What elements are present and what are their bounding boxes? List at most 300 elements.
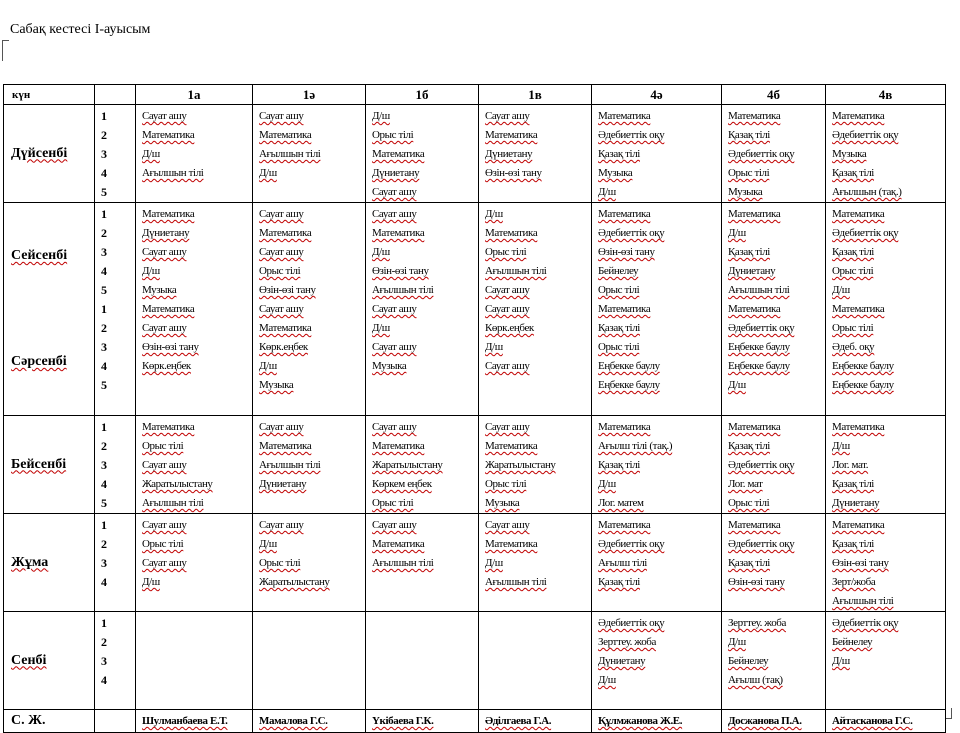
subject: Жаратылыстану [372,459,443,471]
subject: Ағылшын тілі [142,497,204,509]
subject: Д/ш [142,576,160,588]
subject [372,573,478,592]
subject: Математика [372,227,425,239]
class-cell [253,416,366,514]
subject: Ағылшын тілі [259,148,321,160]
subject: Өзін-өзі тану [832,557,889,569]
subject: Математика [728,519,781,531]
subject: Д/ш [485,341,503,353]
subject: Сауат ашу [372,186,417,198]
day-name: Сенбі [11,652,47,668]
class-cell [722,105,826,203]
lesson-number: 3 [101,556,107,570]
subject: Сауат ашу [142,459,187,471]
subject [598,690,721,709]
subject: Математика [142,421,195,433]
subject: Әдебиеттік оқу [728,148,795,160]
subject: Д/ш [598,478,616,490]
subject: Дүниетану [142,227,190,239]
margin-mark-top-left [2,40,9,61]
subject: Сауат ашу [259,421,304,433]
subject [142,376,252,395]
class-cell [826,203,946,416]
lesson-number: 2 [101,128,107,142]
subject [485,652,591,671]
subject: Д/ш [832,440,850,452]
subject: Д/ш [372,246,390,258]
subject: Математика [142,303,195,315]
teacher-name [366,710,479,733]
lesson-number: 5 [101,496,107,510]
subject: Сауат ашу [485,421,530,433]
subject: Еңбекке баулу [598,360,660,372]
class-header: 1в [479,85,592,105]
class-cell [136,514,253,612]
subject: Орыс тілі [728,167,770,179]
teacher-name [253,710,366,733]
subject: Еңбекке баулу [832,379,894,391]
subject [259,183,365,202]
subject: Д/ш [372,322,390,334]
subject: Өзін-өзі тану [142,341,199,353]
subject: Ағылшын тілі [142,167,204,179]
subject: Д/ш [485,208,503,220]
class-header: 4б [722,85,826,105]
footer-label-text: С. Ж. [11,713,46,728]
class-header: 4ә [592,85,722,105]
subject: Сауат ашу [485,360,530,372]
day-name: Сейсенбі [11,248,68,263]
subject [372,671,478,690]
subject: Сауат ашу [259,208,304,220]
class-cell [136,203,253,416]
day-row [4,105,946,203]
lesson-number: 2 [101,537,107,551]
subject [485,592,591,611]
teacher-name [136,710,253,733]
subject: Музыка [485,497,520,509]
day-name: Дүйсенбі [11,145,68,161]
subject [372,633,478,652]
subject: Ағылш тілі (тақ.) [598,440,673,452]
subject: Математика [142,208,195,220]
subject: Д/ш [142,148,160,160]
day-name-cell [4,203,95,416]
subject: Математика [142,129,195,141]
subject: Ағылшын тілі [728,284,790,296]
subject: Орыс тілі [832,265,874,277]
lesson-number: 5 [101,185,107,199]
header-row [4,85,946,105]
subject: Қазақ тілі [598,459,640,471]
subject: Орыс тілі [832,322,874,334]
subject: Математика [598,110,651,122]
subject [598,592,721,611]
subject: Ағылшын (тақ.) [832,186,902,198]
subject: Көркем еңбек [372,478,432,490]
class-cell [253,514,366,612]
subject: Әдебиеттік оқу [832,129,899,141]
subject: Әдебиеттік оқу [728,538,795,550]
subject: Көрк.еңбек [485,322,534,334]
number-column-header [95,85,136,105]
subject: Математика [832,421,885,433]
subject: Сауат ашу [485,519,530,531]
subject: Математика [485,538,538,550]
subject: Әдебиеттік оқу [728,322,795,334]
subject: Әдебиеттік оқу [832,227,899,239]
subject: Музыка [259,379,294,391]
lesson-number: 2 [101,321,107,335]
subject [142,652,252,671]
subject: Д/ш [259,167,277,179]
footer-empty-cell [95,710,136,733]
subject [485,376,591,395]
subject: Орыс тілі [142,538,184,550]
class-cell [253,612,366,710]
subject: Д/ш [372,110,390,122]
lesson-number: 4 [101,166,107,180]
subject: Математика [728,110,781,122]
subject [728,690,825,709]
subject: Орыс тілі [372,129,414,141]
lesson-number: 4 [101,264,107,278]
subject [372,592,478,611]
class-cell [253,203,366,416]
class-cell [479,203,592,416]
class-cell [136,105,253,203]
subject: Ағылш тілі [598,557,647,569]
subject [485,690,591,709]
class-cell [136,612,253,710]
subject: Математика [259,227,312,239]
subject: Сауат ашу [259,519,304,531]
subject: Орыс тілі [485,478,527,490]
teacher-name [826,710,946,733]
lesson-number: 1 [101,616,107,630]
subject: Өзін-өзі тану [259,284,316,296]
teacher-name [722,710,826,733]
subject: Д/ш [142,265,160,277]
margin-mark-bottom-right [945,708,952,719]
subject: Қазақ тілі [832,538,874,550]
subject: Сауат ашу [372,341,417,353]
subject: Математика [259,440,312,452]
subject: Әдебиеттік оқу [598,227,665,239]
subject: Д/ш [598,674,616,686]
subject: Сауат ашу [142,110,187,122]
class-header: 1б [366,85,479,105]
subject [832,690,945,709]
subject: Музыка [598,167,633,179]
lesson-number: 5 [101,378,107,392]
lesson-number: 3 [101,147,107,161]
subject [259,494,365,513]
subject: Қазақ тілі [832,167,874,179]
lesson-number: 2 [101,226,107,240]
teacher-name-text: Әділгаева Г.А. [485,715,552,727]
teacher-name-text: Үкібаева Г.К. [372,715,434,727]
subject: Математика [372,440,425,452]
subject: Дүниетану [259,478,307,490]
subject: Сауат ашу [142,246,187,258]
subject [142,671,252,690]
class-cell [592,612,722,710]
subject: Музыка [832,148,867,160]
class-cell [366,105,479,203]
subject: Орыс тілі [259,265,301,277]
subject: Сауат ашу [259,246,304,258]
day-name: Сәрсенбі [11,354,67,369]
subject [142,633,252,652]
page-title: Сабақ кестесі І-ауысым [10,22,151,37]
subject: Д/ш [259,538,277,550]
subject: Сауат ашу [372,421,417,433]
day-row [4,203,946,416]
footer-row [4,710,946,733]
subject: Математика [728,421,781,433]
subject: Музыка [142,284,177,296]
teacher-name [479,710,592,733]
day-name-cell [4,514,95,612]
subject: Ағылшын тілі [485,576,547,588]
subject: Математика [259,322,312,334]
subject: Ағылшын тілі [372,284,434,296]
subject: Д/ш [728,636,746,648]
teacher-name [592,710,722,733]
subject: Өзін-өзі тану [372,265,429,277]
subject: Бейнелеу [598,265,639,277]
class-cell [366,203,479,416]
subject: Өзін-өзі тану [598,246,655,258]
subject: Математика [485,129,538,141]
subject: Орыс тілі [485,246,527,258]
lesson-numbers [95,105,136,203]
class-cell [136,416,253,514]
class-cell [592,203,722,416]
subject: Әдебиеттік оқу [598,617,665,629]
subject: Ағылшын тілі [372,557,434,569]
subject: Сауат ашу [372,208,417,220]
subject [372,690,478,709]
subject: Көрк.еңбек [259,341,308,353]
subject: Зерт/жоба [832,576,876,588]
subject [372,614,478,633]
subject: Бейнелеу [728,655,769,667]
subject: Математика [259,129,312,141]
subject: Сауат ашу [485,303,530,315]
subject: Лог. матем [598,497,644,509]
subject: Сауат ашу [259,110,304,122]
subject: Жаратылыстану [142,478,213,490]
class-cell [826,514,946,612]
subject: Ағылшын тілі [259,459,321,471]
subject: Қазақ тілі [832,478,874,490]
day-row [4,416,946,514]
subject: Д/ш [728,379,746,391]
subject [832,671,945,690]
day-name: Бейсенбі [11,456,67,472]
subject: Математика [598,421,651,433]
subject [259,690,365,709]
lesson-number: 4 [101,359,107,373]
lesson-number: 4 [101,477,107,491]
day-name-cell [4,612,95,710]
class-cell [479,105,592,203]
subject: Зерттеу. жоба [728,617,786,629]
subject: Д/ш [832,284,850,296]
class-cell [479,612,592,710]
teacher-name-text: Досжанова П.А. [728,715,802,727]
subject: Лог. мат [728,478,763,490]
subject: Әдебиеттік оқу [598,129,665,141]
lesson-numbers [95,416,136,514]
subject: Еңбекке баулу [728,341,790,353]
lesson-number: 1 [101,518,107,532]
lesson-numbers [95,612,136,710]
class-cell [722,612,826,710]
subject: Математика [832,519,885,531]
class-cell [479,514,592,612]
subject: Математика [372,148,425,160]
class-cell [826,612,946,710]
subject [259,671,365,690]
lesson-number: 1 [101,109,107,123]
subject: Сауат ашу [372,519,417,531]
subject: Еңбекке баулу [832,360,894,372]
subject: Әдеб. оқу [832,341,875,353]
teacher-name-text: Шулманбаева Е.Т. [142,715,228,727]
day-row [4,612,946,710]
subject: Дүниетану [832,497,880,509]
lesson-number: 2 [101,635,107,649]
teacher-name-text: Мамалова Г.С. [259,715,328,727]
subject: Сауат ашу [142,519,187,531]
subject [259,614,365,633]
subject: Музыка [728,186,763,198]
subject: Ағылшын тілі [832,595,894,607]
lesson-number: 3 [101,458,107,472]
lesson-number: 5 [101,283,107,297]
subject: Ағылшын тілі [485,265,547,277]
subject: Қазақ тілі [832,246,874,258]
subject: Қазақ тілі [728,440,770,452]
class-cell [722,203,826,416]
lesson-number: 3 [101,654,107,668]
subject: Сауат ашу [485,284,530,296]
subject: Музыка [372,360,407,372]
subject: Д/ш [259,360,277,372]
class-cell [253,105,366,203]
subject: Еңбекке баулу [728,360,790,372]
subject: Математика [832,208,885,220]
subject: Қазақ тілі [598,576,640,588]
subject: Орыс тілі [598,284,640,296]
class-cell [479,416,592,514]
subject: Математика [372,538,425,550]
footer-label [4,710,95,733]
subject: Дүниетану [372,167,420,179]
class-cell [826,105,946,203]
lesson-number: 4 [101,673,107,687]
subject: Математика [598,208,651,220]
lesson-numbers [95,203,136,416]
subject [485,183,591,202]
subject: Математика [485,227,538,239]
class-cell [722,514,826,612]
lesson-number: 1 [101,207,107,221]
subject: Математика [728,208,781,220]
subject: Өзін-өзі тану [485,167,542,179]
subject [142,690,252,709]
subject: Орыс тілі [142,440,184,452]
subject: Сауат ашу [142,557,187,569]
subject: Орыс тілі [728,497,770,509]
subject: Орыс тілі [598,341,640,353]
day-name-cell [4,105,95,203]
subject: Д/ш [485,557,503,569]
subject [485,671,591,690]
lesson-number: 1 [101,420,107,434]
lesson-number: 3 [101,245,107,259]
subject: Математика [485,440,538,452]
lesson-number: 1 [101,302,107,316]
class-header: 1ә [253,85,366,105]
subject: Математика [728,303,781,315]
subject [485,633,591,652]
subject: Әдебиеттік оқу [832,617,899,629]
class-cell [366,514,479,612]
subject: Орыс тілі [372,497,414,509]
subject: Дүниетану [598,655,646,667]
subject: Математика [598,519,651,531]
class-cell [722,416,826,514]
subject: Өзін-өзі тану [728,576,785,588]
subject [372,376,478,395]
subject: Д/ш [728,227,746,239]
schedule-table [3,84,946,733]
teacher-name-text: Құлмжанова Ж.Е. [598,715,683,727]
subject: Сауат ашу [259,303,304,315]
subject: Бейнелеу [832,636,873,648]
subject: Сауат ашу [142,322,187,334]
subject: Қазақ тілі [728,246,770,258]
class-cell [366,416,479,514]
subject [259,592,365,611]
day-row [4,514,946,612]
subject [372,652,478,671]
lesson-number: 4 [101,575,107,589]
subject [259,652,365,671]
subject: Әдебиеттік оқу [728,459,795,471]
subject: Математика [832,303,885,315]
subject [485,614,591,633]
subject: Математика [598,303,651,315]
subject: Сауат ашу [485,110,530,122]
subject: Зерттеу. жоба [598,636,656,648]
subject: Сауат ашу [372,303,417,315]
subject: Қазақ тілі [728,557,770,569]
subject: Дүниетану [485,148,533,160]
lesson-number: 2 [101,439,107,453]
subject: Ағылш (тақ) [728,674,783,686]
subject [142,614,252,633]
lesson-numbers [95,514,136,612]
day-name-cell [4,416,95,514]
subject: Дүниетану [728,265,776,277]
subject: Жаратылыстану [485,459,556,471]
subject: Қазақ тілі [728,129,770,141]
